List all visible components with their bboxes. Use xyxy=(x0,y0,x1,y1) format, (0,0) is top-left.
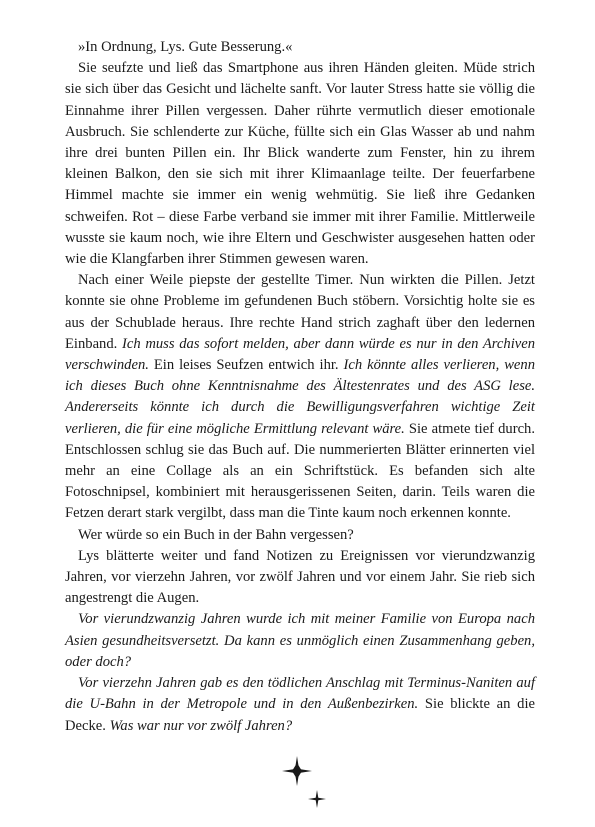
paragraph xyxy=(65,270,535,524)
sparkle-stars-icon xyxy=(279,752,339,812)
italic-text: Was war nur vor zwölf Jahren? xyxy=(109,717,293,734)
text-run: Sie atmete tief durch. Entschlossen schlug sie das Buch auf. Die nummerierten Blätter erinnerten viel mehr an eine Collage als an ein Schriftstück. Es befanden sich alte Fotoschnipsel, kombiniert mit herausgerissenen Seiten, darin. Teils waren die Fetzen derart stark vergilbt, dass man die Tinte kaum noch erkennen konnte. xyxy=(65,420,535,522)
paragraph xyxy=(65,673,535,737)
text-run: Lys blätterte weiter und fand Notizen zu Ereignissen vor vierundzwanzig Jahren, vor vierzehn Jahren, vor zwölf Jahren und vor einem Jahr. Sie rieb sich angestrengt die Augen. xyxy=(65,547,535,607)
paragraph xyxy=(65,58,535,270)
italic-text: Ich könnte alles verlieren, wenn ich dieses Buch ohne Kenntnisnahme des Ältestenrates und des ASG lese. Andererseits könnte ich durch die Bewilligungsverfahren wichtige Zeit verlieren, die für eine mögliche Ermittlung relevant wäre. xyxy=(65,357,535,437)
document-body xyxy=(65,37,535,737)
text-run: Nach einer Weile piepste der gestellte Timer. Nun wirkten die Pillen. Jetzt konnte sie ohne Probleme im gefundenen Buch stöbern. Vorsichtig holte sie es aus der Schublade heraus. Ihre rechte Hand strich zaghaft über den ledernen Einband. xyxy=(65,272,535,352)
italic-text: Ich muss das sofort melden, aber dann würde es nur in den Archiven verschwinden. xyxy=(65,335,536,374)
italic-text: Vor vierzehn Jahren gab es den tödlichen Anschlag mit Terminus-Naniten auf die U-Bahn in der Metropole und in den Außenbezirken. xyxy=(65,675,535,713)
text-run: Sie seufzte und ließ das Smartphone aus ihren Händen gleiten. Müde strich sie sich über das Gesicht und lächelte sanft. Vor lauter Stress hatte sie völlig die Einnahme ihrer Pillen vergessen. Daher rührte vermutlich dieser emotionale Ausbruch. Sie schlenderte zur Küche, füllte sich ein Glas Wasser ab und nahm ihre drei bunten Pillen ein. Ihr Blick wanderte zum Fenster, hin zu ihrem kleinen Balkon, den sie sich mit ihrer Klimaanlage teilte. Der feuerfarbene Himmel machte sie immer ein wenig wehmütig. Sie ließ ihre Gedanken schweifen. Rot – diese Farbe verband sie immer mit ihrer Familie. Mittlerweile wusste sie kaum noch, wie ihre Eltern und Geschwister ausgesehen hatten oder wie die Klangfarben ihrer Stimmen gewesen waren. xyxy=(65,60,535,268)
large-star xyxy=(282,756,312,786)
text-run: Sie blickte an die Decke. xyxy=(65,696,535,734)
paragraph xyxy=(65,546,535,610)
paragraph xyxy=(65,37,535,58)
small-star xyxy=(308,790,326,808)
text-run: »In Ordnung, Lys. Gute Besserung.« xyxy=(78,39,293,55)
paragraph xyxy=(65,525,535,546)
text-run: Ein leises Seufzen entwich ihr. xyxy=(148,357,344,374)
paragraph xyxy=(65,609,535,673)
text-run: Wer würde so ein Buch in der Bahn vergessen? xyxy=(78,526,354,543)
italic-text: Vor vierundzwanzig Jahren wurde ich mit meiner Familie von Europa nach Asien gesundheitsversetzt. Da kann es unmöglich einen Zusammenhang geben, oder doch? xyxy=(65,611,535,670)
